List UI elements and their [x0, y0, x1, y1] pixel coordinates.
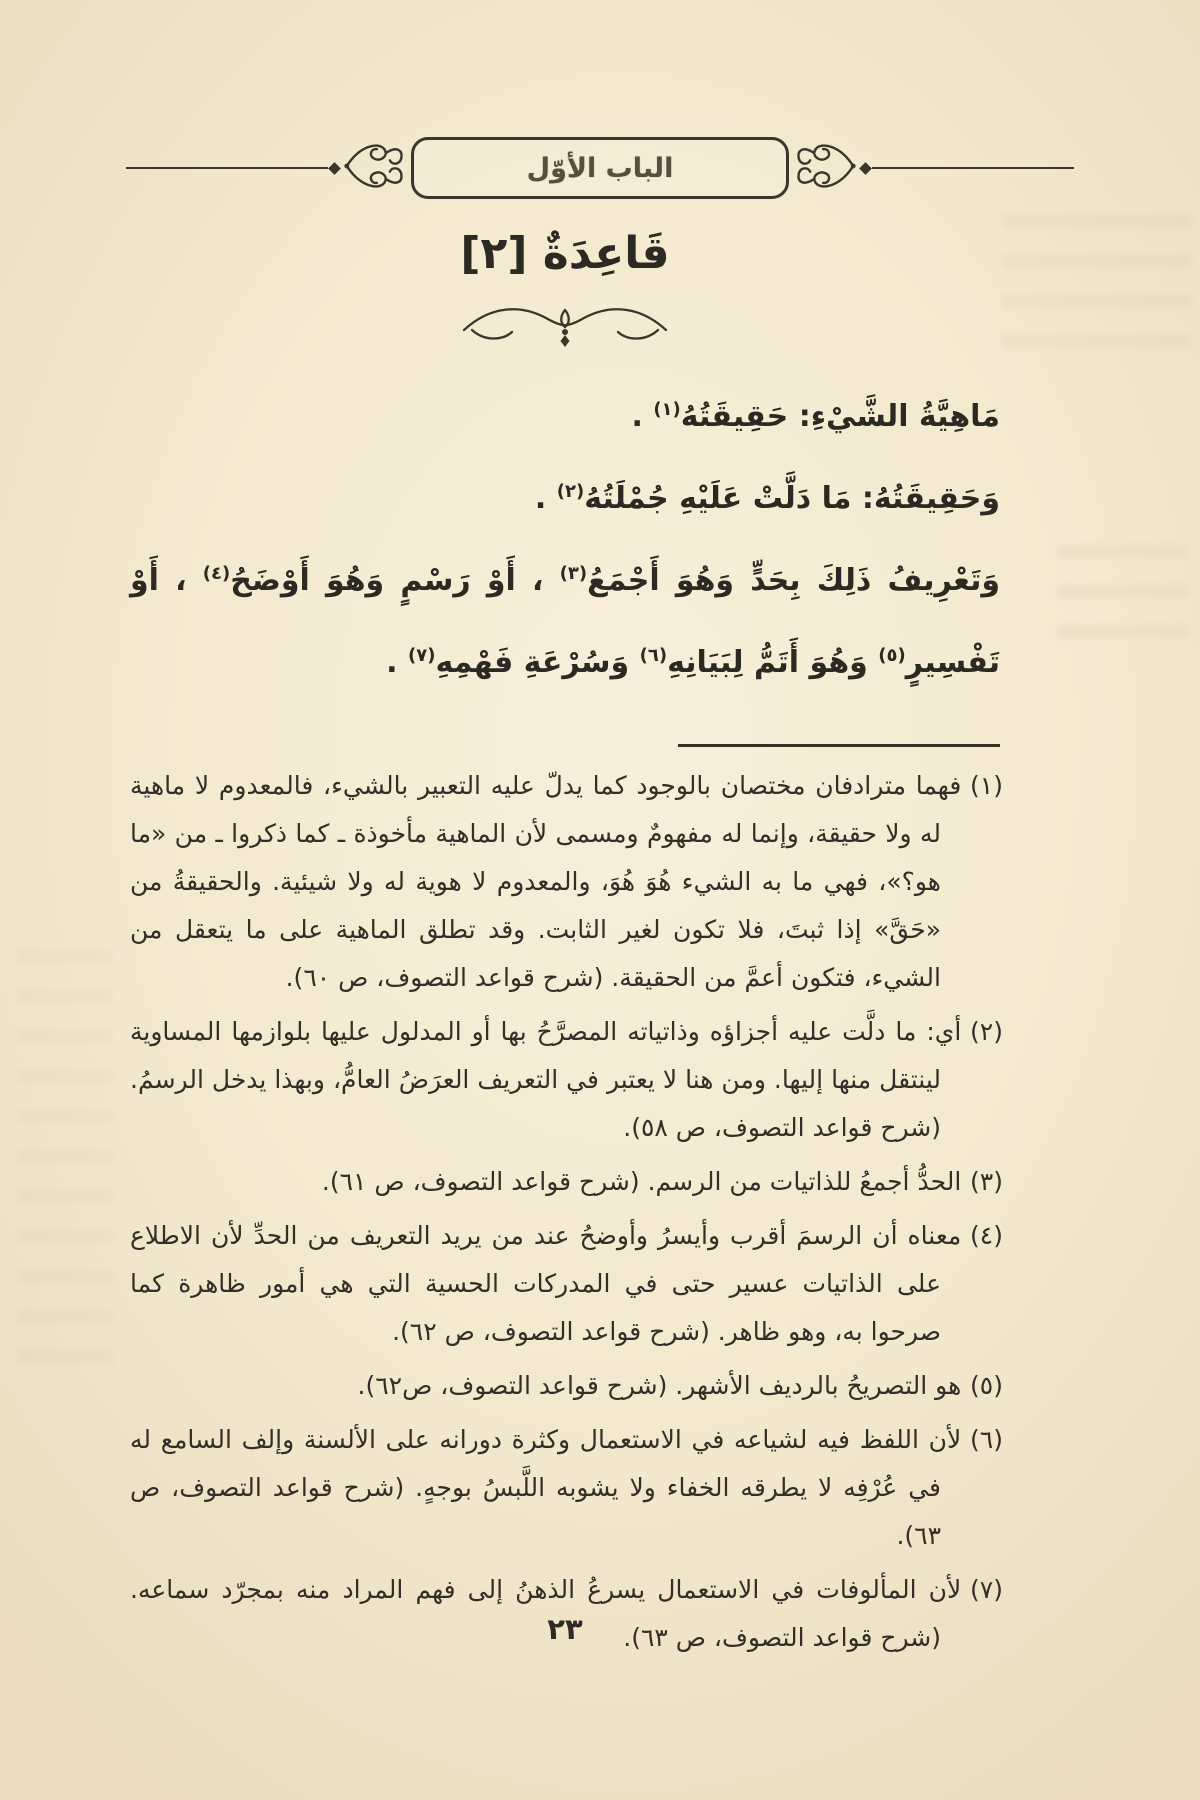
footnote-1 — [130, 762, 1003, 1002]
calligraphic-divider-icon — [130, 300, 1000, 352]
matn-line: مَاهِيَّةُ الشَّيْءِ: حَقِيقَتُهُ$^{(١)}$ . — [631, 399, 1000, 434]
footnote-text: الحدُّ أجمعُ للذاتيات من الرسم. (شرح قواعد التصوف، ص ٦١). — [321, 1167, 962, 1196]
header-rule-left — [126, 167, 328, 169]
scroll-flourish-icon — [343, 136, 405, 200]
chapter-title-box — [411, 137, 789, 199]
matn-line: وَتَعْرِيفُ ذَلِكَ بِحَدٍّ وَهُوَ أَجْمَعُ$^{(٣)}$ ، أَوْ رَسْمٍ وَهُوَ أَوْضَحُ$^{(٤)}$ ، أَوْ — [130, 563, 1000, 598]
footnote-6 — [130, 1416, 1003, 1560]
footnote-text: لأن المألوفات في الاستعمال يسرعُ الذهنُ إلى فهم المراد منه بمجرّد سماعه. (شرح قواعد التصوف، ص ٦٣). — [130, 1575, 962, 1652]
header-rule-right — [872, 167, 1074, 169]
footnote-4 — [130, 1212, 1003, 1356]
page-number: ٢٣ — [547, 1612, 583, 1646]
footnote-separator — [678, 744, 1000, 747]
matn-line: تَفْسِيرٍ$^{(٥)}$ وَهُوَ أَتَمُّ لِبَيَانِهِ$^{(٦)}$ وَسُرْعَةِ فَهْمِهِ$^{(٧)}$ . — [386, 645, 1000, 680]
bleedthrough-artifact — [1002, 215, 1192, 365]
chapter-title: الباب الأوّل — [526, 152, 674, 184]
footnote-text: فهما مترادفان مختصان بالوجود كما يدلّ عليه التعبير بالشيء، فالمعدوم لا ماهية له ولا حقيقة، وإنما له مفهومٌ ومسمى لأن الماهية مأخوذة ـ كما ذكروا ـ من «ما هو؟»، فهي ما به الشيء هُوَ هُوَ، والمعدوم لا هوية له ولا شيئية. والحقيقةُ من «حَقَّ» إذا ثبتَ، فلا تكون لغير الثابت. وقد تطلق الماهية على ما يتعقل من الشيء، فتكون أعمَّ من الحقيقة. (شرح قواعد التصوف، ص ٦٠). — [130, 771, 962, 992]
footnote-text: معناه أن الرسمَ أقرب وأيسرُ وأوضحُ عند من يريد التعريف من الحدِّ لأن الاطلاع على الذاتيات عسير حتى في المدركات الحسية التي هي أمور ظاهرة كما صرحوا به، وهو ظاهر. (شرح قواعد التصوف، ص ٦٢). — [130, 1221, 962, 1346]
footnote-3 — [130, 1158, 1003, 1206]
matn-text-block — [130, 376, 1000, 704]
footnote-marker: (١) — [970, 771, 1003, 800]
matn-line: وَحَقِيقَتُهُ: مَا دَلَّتْ عَلَيْهِ جُمْلَتُهُ$^{(٢)}$ . — [534, 481, 1000, 516]
footnote-marker: (٣) — [970, 1167, 1003, 1196]
scroll-flourish-icon — [795, 136, 857, 200]
rule-title: قَاعِدَةٌ [٢] — [460, 228, 670, 279]
footnotes-block — [130, 762, 1003, 1668]
footnote-marker: (٥) — [970, 1371, 1003, 1400]
footnote-text: هو التصريحُ بالرديف الأشهر. (شرح قواعد التصوف، ص٦٢). — [357, 1371, 962, 1400]
footnote-text: لأن اللفظ فيه لشياعه في الاستعمال وكثرة دورانه على الألسنة وإلف السامع له في عُرْفِه لا يطرقه الخفاء ولا يشوبه اللَّبسُ بوجهٍ. (شرح قواعد التصوف، ص ٦٣). — [130, 1425, 962, 1550]
footnote-5 — [130, 1362, 1003, 1410]
footnote-marker: (٦) — [970, 1425, 1003, 1454]
footnote-marker: (٧) — [970, 1575, 1003, 1604]
diamond-ornament-icon — [328, 162, 341, 175]
bleedthrough-artifact — [1058, 545, 1188, 665]
bleedthrough-artifact — [18, 950, 113, 1380]
footnote-marker: (٤) — [970, 1221, 1003, 1250]
chapter-header-band — [126, 136, 1074, 200]
footnote-2 — [130, 1008, 1003, 1152]
footnote-marker: (٢) — [970, 1017, 1003, 1046]
footnote-text: أي: ما دلَّت عليه أجزاؤه وذاتياته المصرَّحُ بها أو المدلول عليها بلوازمها المساوية لينتقل منها إليها. ومن هنا لا يعتبر في التعريف العرَضُ العامُّ، وبهذا يدخل الرسمُ. (شرح قواعد التصوف، ص ٥٨). — [130, 1017, 962, 1142]
diamond-ornament-icon — [859, 162, 872, 175]
